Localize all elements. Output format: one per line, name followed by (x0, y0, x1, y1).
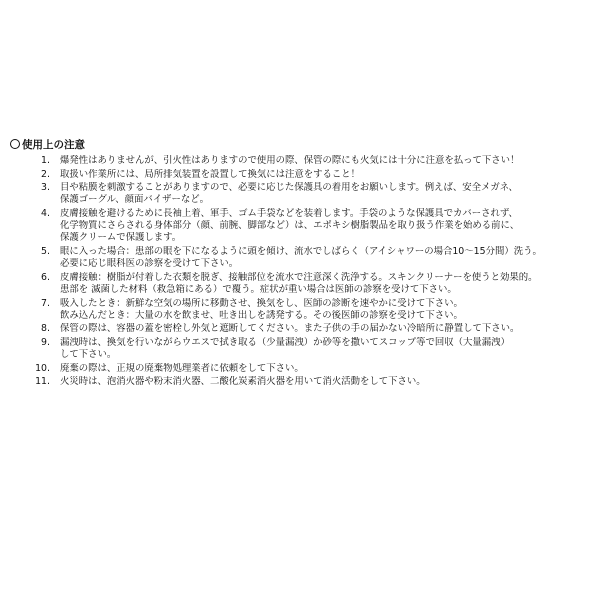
item-number: 8. (41, 323, 50, 335)
item-number: 1. (41, 155, 50, 166)
item-text-line: 目や粘膜を刺激することがありますので、必要に応じた保護具の着用をお願いします。例えば、安全メガネ、 (60, 182, 518, 194)
item-text-line: 飲み込んだとき：大量の水を飲ませ、吐き出しを誘発する。その後医師の診察を受けて下さい。 (60, 309, 463, 321)
list-item (10, 182, 595, 206)
item-text-line: 火災時は、泡消火器や粉末消火器、二酸化炭素消火器を用いて消火活動をして下さい。 (60, 376, 426, 388)
list-item (10, 323, 595, 335)
item-text (60, 337, 595, 361)
item-number: 10. (35, 362, 50, 374)
item-text-line: 化学物質にさらされる身体部分（顔、前腕、脚部など）は、エポキシ樹脂製品を取り扱う作業を始める前に、 (60, 220, 520, 232)
list-item (10, 155, 595, 167)
circle-bullet-icon (10, 139, 20, 149)
item-text-line: して下さい。 (60, 349, 117, 361)
item-number: 5. (41, 245, 50, 257)
item-text-line: 必要に応じ眼科医の診察を受けて下さい。 (60, 258, 239, 270)
item-text-line: 皮膚接触を避けるために長袖上着、軍手、ゴム手袋などを装着します。手袋のような保護具でカバーされず、 (60, 207, 518, 219)
item-text (60, 169, 595, 181)
list-item (10, 298, 595, 322)
list-item (10, 208, 595, 245)
item-text-line: 眼に入った場合：患部の眼を下になるように頭を傾け、流水でしばらく（アイシャワーの場合10～15分間）洗う。 (60, 245, 542, 257)
item-text (60, 155, 595, 167)
item-text (60, 323, 595, 335)
item-number: 9. (41, 336, 50, 348)
item-text (60, 363, 595, 375)
item-text-line: 爆発性はありませんが、引火性はありますので使用の際、保管の際にも火気には十分に注意を払って下さい！ (60, 155, 520, 166)
section-title: 使用上の注意 (22, 139, 85, 151)
item-number: 6. (41, 271, 50, 283)
item-text (60, 208, 595, 245)
item-text (60, 182, 595, 206)
item-text-line: 保護クリームで保護します。 (60, 232, 182, 244)
item-text (60, 272, 595, 296)
item-text-line: 漏洩時は、換気を行いながらウエスで拭き取る（少量漏洩）か砂等を撒いてスコップ等で回収（大量漏洩） (60, 336, 510, 348)
item-number: 3. (41, 182, 50, 194)
item-text-line: 取扱い作業所には、局所排気装置を設置して換気には注意をすること！ (60, 168, 361, 180)
item-number: 7. (41, 297, 50, 309)
item-text (60, 376, 595, 388)
item-text-line: 廃棄の際は、正規の廃棄物処理業者に依頼をして下さい。 (60, 362, 304, 374)
item-number: 2. (41, 168, 50, 180)
list-item (10, 272, 595, 296)
list-item (10, 376, 595, 388)
list-item (10, 337, 595, 361)
item-number: 11. (35, 376, 50, 388)
item-text-line: 保護ゴーグル、顔面バイザーなど。 (60, 194, 209, 206)
precautions-list (10, 155, 595, 389)
section-heading (10, 138, 595, 152)
list-item (10, 363, 595, 375)
item-text-line: 患部を 滅菌した材料（救急箱にある）で覆う。症状が重い場合は医師の診察を受けて下さい。 (60, 283, 457, 295)
item-text-line: 皮膚接触：樹脂が付着した衣類を脱ぎ、接触部位を流水で注意深く洗浄する。スキンクリーナーを使うと効果的。 (60, 271, 538, 283)
item-number: 4. (41, 207, 50, 219)
item-text (60, 298, 595, 322)
list-item (10, 246, 595, 270)
item-text-line: 保管の際は、容器の蓋を密栓し外気と遮断してください。また子供の手の届かない冷暗所に静置して下さい。 (60, 323, 520, 335)
item-text (60, 246, 595, 270)
item-text-line: 吸入したとき：新鮮な空気の場所に移動させ、換気をし、医師の診断を速やかに受けて下さい。 (60, 297, 463, 309)
list-item (10, 169, 595, 181)
precautions-section (10, 138, 595, 390)
